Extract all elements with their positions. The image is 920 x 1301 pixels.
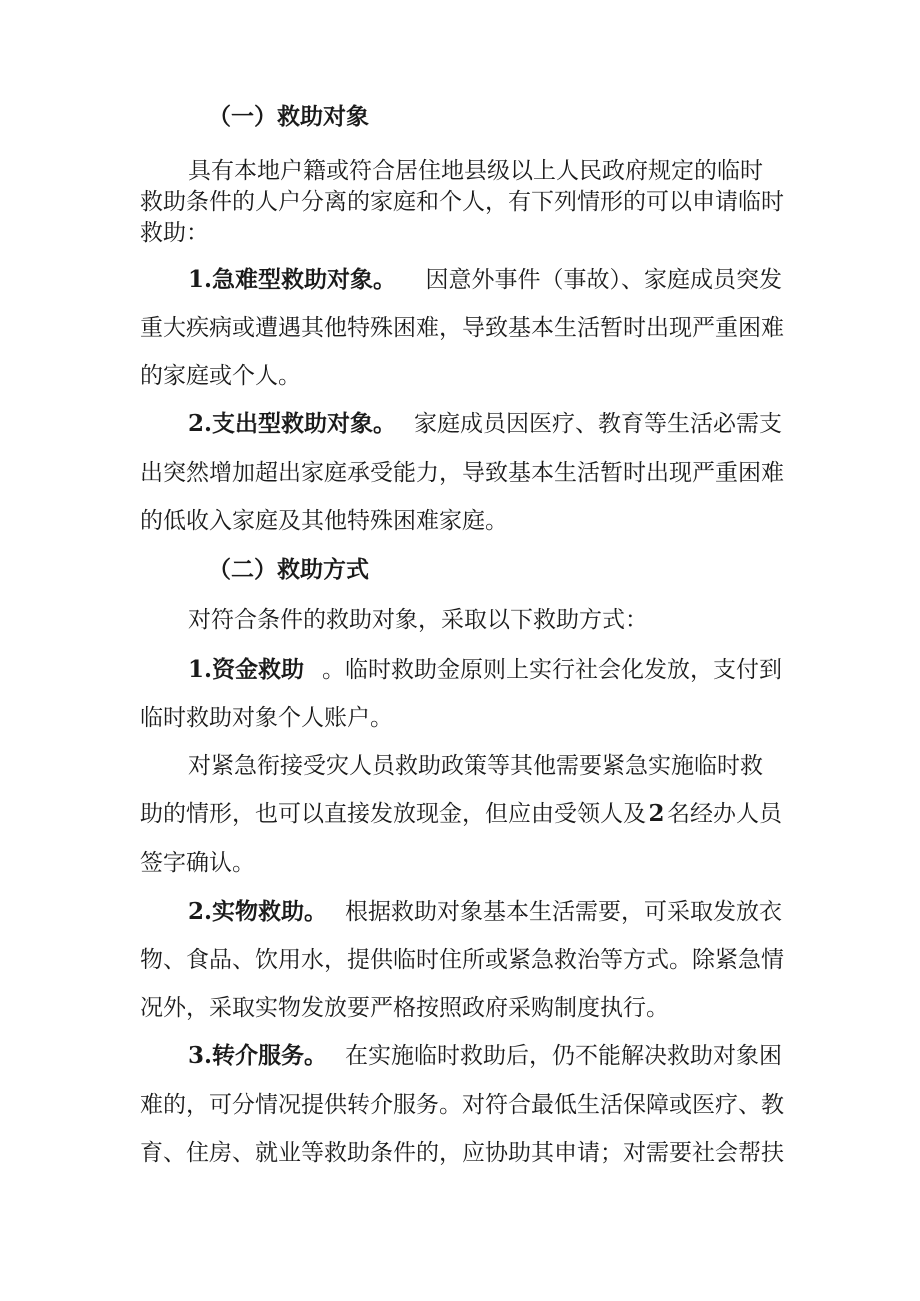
text: 对紧急衔接受灾人员救助政策等其他需要紧急实施临时救 (188, 753, 763, 779)
heading-text: （二）救助方式 (208, 556, 369, 583)
text: 根据救助对象基本生活需要，可采取发放衣 (345, 899, 782, 925)
item-number: 2 (188, 410, 205, 437)
text: 临时救助对象个人账户。 (140, 705, 393, 731)
text: 签字确认。 (140, 850, 255, 876)
text: 物、食品、饮用水，提供临时住所或紧急救治等方式。除紧急情 (140, 947, 784, 973)
item-referral-service (188, 1041, 782, 1071)
paragraph-line (140, 1090, 782, 1120)
paragraph-line (140, 187, 782, 217)
text: 重大疾病或遭遇其他特殊困难，导致基本生活暂时出现严重困难 (140, 315, 784, 341)
item-title: .实物救助。 (204, 898, 328, 925)
text: 家庭成员因医疗、教育等生活必需支 (414, 411, 782, 437)
paragraph-line (140, 218, 782, 248)
text: 救助： (140, 220, 209, 246)
text: 助的情形，也可以直接发放现金，但应由受领人及 (140, 801, 646, 827)
item-number: 2 (188, 898, 205, 925)
item-number: 1 (188, 656, 205, 683)
item-emergency-type (188, 265, 782, 295)
paragraph-line (140, 1138, 782, 1168)
paragraph-line (188, 751, 782, 781)
item-title: .转介服务。 (204, 1042, 328, 1069)
paragraph-line (140, 313, 782, 343)
text: 育、住房、就业等救助条件的，应协助其申请；对需要社会帮扶 (140, 1140, 784, 1166)
paragraph-line (140, 799, 782, 829)
paragraph-line (188, 156, 782, 186)
paragraph-line (140, 458, 782, 488)
item-expenditure-type (188, 409, 782, 439)
text: 难的，可分情况提供转介服务。对符合最低生活保障或医疗、教 (140, 1092, 784, 1118)
paragraph-line (140, 848, 782, 878)
section-heading-methods (208, 555, 608, 585)
heading-text: （一）救助对象 (208, 103, 369, 130)
item-title: .资金救助 (204, 656, 305, 683)
item-title: .急难型救助对象。 (204, 266, 397, 293)
paragraph-line (140, 703, 782, 733)
text: 的低收入家庭及其他特殊困难家庭。 (140, 508, 508, 534)
item-in-kind-assistance (188, 897, 782, 927)
paragraph-line (140, 361, 782, 391)
paragraph-line (188, 605, 830, 635)
paragraph-line (140, 506, 782, 536)
text: 的家庭或个人。 (140, 363, 301, 389)
item-title: .支出型救助对象。 (204, 410, 397, 437)
paragraph-line (140, 945, 782, 975)
text: 。临时救助金原则上实行社会化发放，支付到 (322, 657, 782, 683)
item-number: 1 (188, 266, 205, 293)
item-number: 3 (188, 1042, 205, 1069)
text: 况外，采取实物发放要严格按照政府采购制度执行。 (140, 995, 669, 1021)
text: 救助条件的人户分离的家庭和个人，有下列情形的可以申请临时 (140, 189, 784, 215)
paragraph-line (140, 993, 782, 1023)
item-cash-assistance (188, 655, 782, 685)
text: 具有本地户籍或符合居住地县级以上人民政府规定的临时 (188, 158, 763, 184)
text: 名经办人员 (666, 801, 782, 827)
text: 对符合条件的救助对象，采取以下救助方式： (188, 607, 648, 633)
number-staff: 2 (648, 800, 665, 827)
text: 在实施临时救助后，仍不能解决救助对象困 (345, 1043, 782, 1069)
text: 因意外事件（事故）、家庭成员突发 (425, 267, 782, 293)
text: 出突然增加超出家庭承受能力，导致基本生活暂时出现严重困难 (140, 460, 784, 486)
section-heading-recipients (208, 102, 608, 132)
